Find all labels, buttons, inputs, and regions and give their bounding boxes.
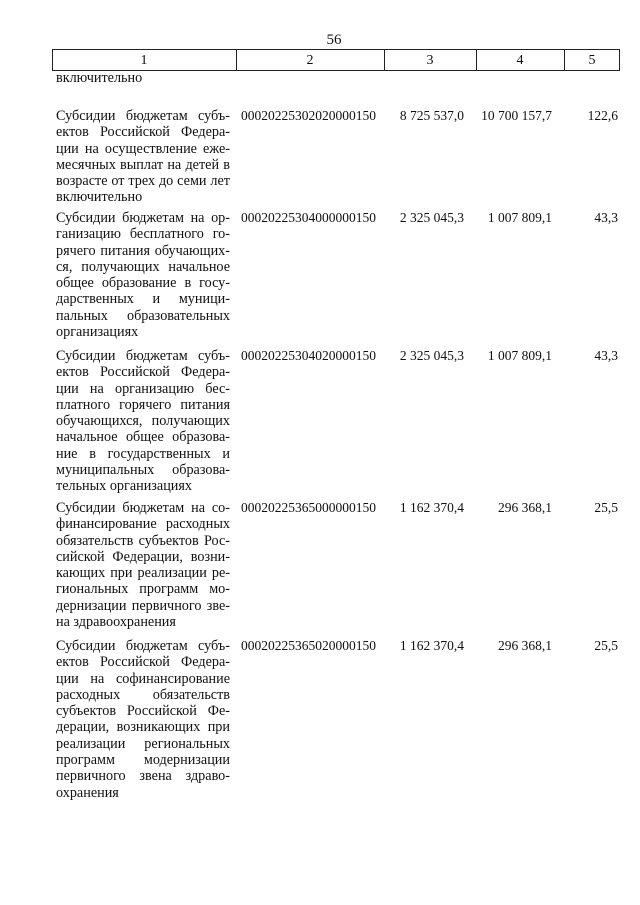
row-name-line: ектов Российской Федера-	[56, 124, 230, 141]
row-name-line: дерации, возникающих при	[56, 719, 230, 736]
row-name-line: реализации региональных	[56, 735, 230, 752]
row-name-line: финансирование расходных	[56, 516, 230, 533]
row-code: 00020225365000000150	[241, 500, 376, 515]
row-name-line: организациях	[56, 324, 139, 341]
row-name-line: платного горячего питания	[56, 396, 230, 413]
row-value-5: 43,3	[594, 210, 618, 225]
header-col-4: 4	[516, 53, 524, 68]
row-name-line: субъектов Российской Фе-	[56, 703, 230, 720]
row-name	[56, 500, 230, 630]
row-value-4: 1 007 809,1	[487, 210, 552, 225]
row-name	[56, 638, 230, 801]
row-value-5: 122,6	[587, 108, 618, 123]
row-name	[56, 210, 230, 340]
header-divider	[619, 50, 620, 70]
row-name	[56, 348, 230, 495]
header-col-2: 2	[306, 53, 314, 68]
header-col-3: 3	[426, 53, 434, 68]
row-value-5: 25,5	[594, 638, 618, 653]
row-name-line: сийской Федерации, возни-	[56, 548, 230, 565]
row-name-line: ции на софинансирование	[56, 670, 230, 687]
row-name-line: общее образование в госу-	[56, 275, 230, 292]
row-name-line: на здравоохранения	[56, 614, 176, 631]
row-name-line: ектов Российской Федера-	[56, 364, 230, 381]
row-name-line: рячего питания обучающих-	[56, 242, 230, 259]
row-name-line: обучающихся, получающих	[56, 413, 230, 430]
row-name-line: ганизацию бесплатного го-	[56, 226, 230, 243]
row-name-line: программ модернизации	[56, 752, 230, 769]
row-name-line: дарственных и муници-	[56, 291, 230, 308]
row-name-line: пальных образовательных	[56, 307, 230, 324]
row-name-line: ектов Российской Федера-	[56, 654, 230, 671]
row-value-3: 8 725 537,0	[399, 108, 464, 123]
row-name-line: месячных выплат на детей в	[56, 156, 230, 173]
row-code: 00020225304020000150	[241, 348, 376, 363]
row-name-line: возрасте от трех до семи лет	[56, 173, 230, 190]
header-col-1: 1	[140, 53, 148, 68]
row-value-5: 43,3	[594, 348, 618, 363]
row-name-line: муниципальных образова-	[56, 462, 230, 479]
continuation-text: включительно	[56, 70, 143, 86]
row-name-line: ся, получающих начальное	[56, 258, 230, 275]
row-name-line: Субсидии бюджетам субъ-	[56, 108, 230, 124]
row-name-line: гиональных программ мо-	[56, 581, 230, 598]
row-name-line: Субсидии бюджетам на со-	[56, 500, 230, 516]
row-name-line: первичного звена здраво-	[56, 768, 230, 785]
row-name-line: Субсидии бюджетам субъ-	[56, 638, 230, 654]
row-name-line: обязательств субъектов Рос-	[56, 532, 230, 549]
row-value-5: 25,5	[594, 500, 618, 515]
row-name-line: включительно	[56, 189, 143, 206]
row-value-4: 10 700 157,7	[481, 108, 552, 123]
row-name-line: охранения	[56, 784, 119, 801]
row-name-line: Субсидии бюджетам субъ-	[56, 348, 230, 364]
row-name-line: ние в государственных и	[56, 445, 230, 462]
row-code: 00020225304000000150	[241, 210, 376, 225]
row-name-line: ции на организацию бес-	[56, 380, 230, 397]
header-col-5: 5	[588, 53, 596, 68]
row-value-3: 1 162 370,4	[399, 638, 464, 653]
row-value-4: 296 368,1	[498, 638, 552, 653]
row-name-line: ции на осуществление еже-	[56, 140, 230, 157]
row-name-line: начальное общее образова-	[56, 429, 230, 446]
row-value-3: 2 325 045,3	[399, 348, 464, 363]
page-number: 56	[326, 32, 342, 48]
row-name	[56, 108, 230, 206]
row-value-4: 1 007 809,1	[487, 348, 552, 363]
table-header	[52, 49, 620, 71]
row-code: 00020225365020000150	[241, 638, 376, 653]
row-code: 00020225302020000150	[241, 108, 376, 123]
row-name-line: расходных обязательств	[56, 686, 230, 703]
row-value-4: 296 368,1	[498, 500, 552, 515]
row-value-3: 1 162 370,4	[399, 500, 464, 515]
row-name-line: кающих при реализации ре-	[56, 565, 230, 582]
row-name-line: Субсидии бюджетам на ор-	[56, 210, 230, 226]
row-name-line: тельных организациях	[56, 478, 193, 495]
row-name-line: дернизации первичного зве-	[56, 597, 230, 614]
row-value-3: 2 325 045,3	[399, 210, 464, 225]
